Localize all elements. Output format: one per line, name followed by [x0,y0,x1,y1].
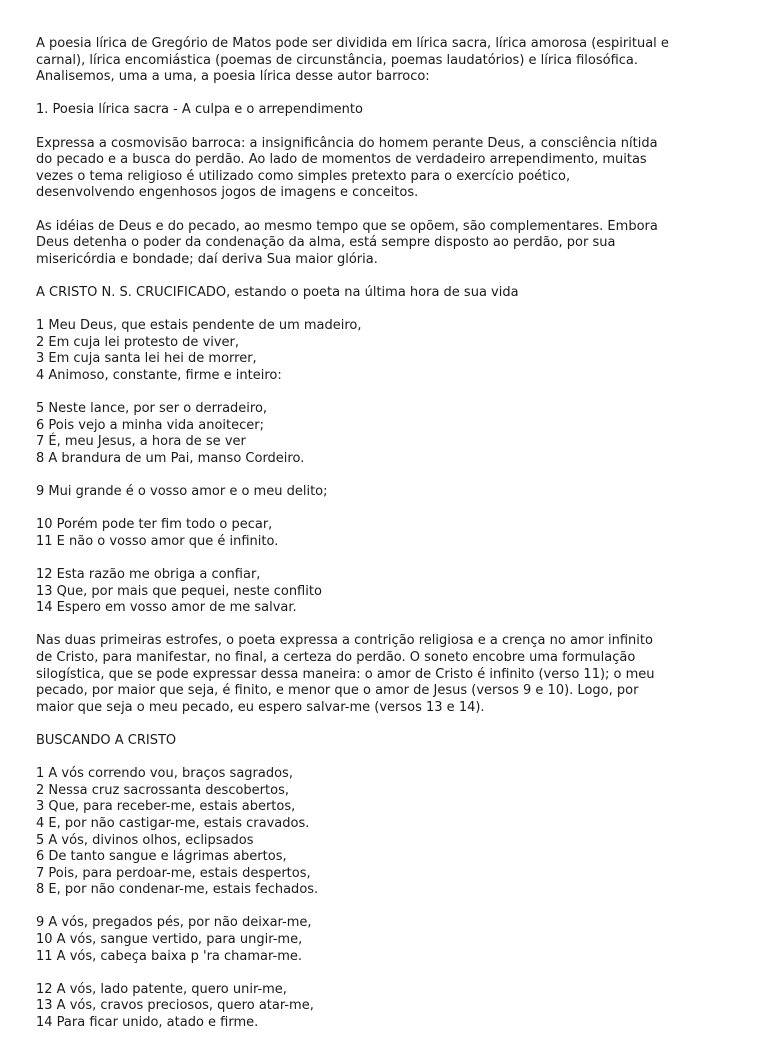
text-line: do pecado e a busca do perdão. Ao lado de momentos de verdadeiro arrependimento, muitas [36,152,647,168]
text-line: Analisemos, uma a uma, a poesia lírica desse autor barroco: [36,69,430,85]
poem-2-title [36,733,736,750]
text-line: de Cristo, para manifestar, no final, a certeza do perdão. O soneto encobre uma formulação [36,649,636,665]
verse-line: 12 Esta razão me obriga a confiar, [36,567,261,582]
verse-line: 11 E não o vosso amor que é infinito. [36,533,279,549]
paragraph-deus-pecado [36,219,736,269]
verse-line: 1 A vós correndo vou, braços sagrados, [36,766,293,782]
verse-line: 8 E, por não condenar-me, estais fechados. [36,882,319,898]
text-line: silogística, que se pode expressar dessa maneira: o amor de Cristo é infinito (verso 11); o meu [36,666,655,682]
poem-title-text: A CRISTO N. S. CRUCIFICADO, estando o poeta na última hora de sua vida [36,284,519,300]
section-heading-text: 1. Poesia lírica sacra - A culpa e o arrependimento [36,102,363,118]
verse-line: 11 A vós, cabeça baixa p 'ra chamar-me. [36,948,302,964]
poem-title-text: BUSCANDO A CRISTO [36,732,177,748]
verse-line: 8 A brandura de um Pai, manso Cordeiro. [36,450,305,466]
text-line: carnal), lírica encomiástica (poemas de circunstância, poemas laudatórios) e lírica filosófica. [36,52,639,68]
poem-1-stanza-3 [36,484,736,501]
poem-1-stanza-2 [36,401,736,467]
poem-1-stanza-4 [36,517,736,550]
section-heading [36,102,736,119]
text-line: A poesia lírica de Gregório de Matos pode ser dividida em lírica sacra, lírica amorosa (espiritual e [36,36,669,51]
text-line: vezes o tema religioso é utilizado como simples pretexto para o exercício poético, [36,168,571,184]
verse-line: 1 Meu Deus, que estais pendente de um madeiro, [36,318,362,334]
verse-line: 9 A vós, pregados pés, por não deixar-me, [36,915,312,931]
verse-line: 4 Animoso, constante, firme e inteiro: [36,367,282,383]
paragraph-analise [36,633,736,716]
text-line: Deus detenha o poder da condenação da alma, está sempre disposto ao perdão, por sua [36,235,616,251]
verse-line: 10 A vós, sangue vertido, para ungir-me, [36,932,303,948]
verse-line: 4 E, por não castigar-me, estais cravados. [36,815,310,831]
verse-line: 7 Pois, para perdoar-me, estais despertos, [36,865,311,881]
text-line: pecado, por maior que seja, é finito, e menor que o amor de Jesus (versos 9 e 10). Logo, por [36,683,639,699]
verse-line: 14 Para ficar unido, atado e firme. [36,1015,259,1031]
poem-2-stanza-1 [36,766,736,899]
verse-line: 2 Em cuja lei protesto de viver, [36,334,240,350]
poem-1-stanza-1 [36,318,736,384]
verse-line: 12 A vós, lado patente, quero unir-me, [36,981,287,997]
text-line: Nas duas primeiras estrofes, o poeta expressa a contrição religiosa e a crença no amor infinito [36,633,653,649]
poem-1-title [36,285,736,302]
text-line: As idéias de Deus e do pecado, ao mesmo tempo que se opõem, são complementares. Embora [36,218,658,234]
verse-line: 10 Porém pode ter fim todo o pecar, [36,517,273,533]
verse-line: 3 Em cuja santa lei hei de morrer, [36,351,257,367]
poem-2-stanza-3 [36,982,736,1032]
verse-line: 9 Mui grande é o vosso amor e o meu delito; [36,484,328,500]
text-line: misericórdia e bondade; daí deriva Sua maior glória. [36,251,378,267]
intro-paragraph [36,36,736,86]
poem-2-stanza-2 [36,915,736,965]
verse-line: 5 Neste lance, por ser o derradeiro, [36,401,268,417]
text-line: Expressa a cosmovisão barroca: a insignificância do homem perante Deus, a consciência nítida [36,135,658,151]
text-line: maior que seja o meu pecado, eu espero salvar-me (versos 13 e 14). [36,699,485,715]
text-line: desenvolvendo engenhosos jogos de imagens e conceitos. [36,185,419,201]
verse-line: 13 A vós, cravos preciosos, quero atar-me, [36,998,314,1014]
verse-line: 2 Nessa cruz sacrossanta descobertos, [36,782,289,798]
verse-line: 6 Pois vejo a minha vida anoitecer; [36,417,264,433]
document-page [36,36,736,1048]
verse-line: 3 Que, para receber-me, estais abertos, [36,799,296,815]
poem-1-stanza-5 [36,567,736,617]
verse-line: 14 Espero em vosso amor de me salvar. [36,600,297,616]
verse-line: 7 É, meu Jesus, a hora de se ver [36,434,246,450]
verse-line: 6 De tanto sangue e lágrimas abertos, [36,849,287,865]
verse-line: 13 Que, por mais que pequei, neste conflito [36,583,322,599]
verse-line: 5 A vós, divinos olhos, eclipsados [36,832,254,848]
paragraph-cosmovisao [36,136,736,202]
